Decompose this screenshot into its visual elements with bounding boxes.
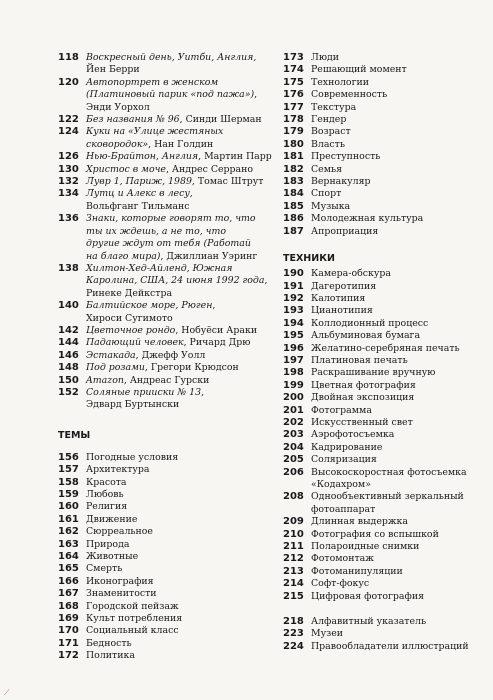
entry-text: Двойная экспозиция — [311, 392, 415, 404]
page-number: 158 — [58, 476, 79, 488]
entry-text: Калотипия — [311, 292, 366, 304]
page-number: 150 — [58, 374, 79, 386]
entry-text: Коллодионный процесс — [311, 317, 429, 329]
page-number: 140 — [58, 300, 79, 312]
technique-entry — [283, 293, 483, 305]
page-number: 120 — [58, 76, 79, 88]
entry-text: Животные — [86, 551, 139, 563]
entry-text: Текстура — [311, 101, 357, 113]
topic-entry — [283, 188, 483, 200]
entry-text — [311, 491, 464, 516]
technique-entry — [283, 467, 483, 492]
section-gap — [283, 603, 483, 616]
artwork-entry — [58, 362, 273, 374]
entry-text: Правообладатели иллюстраций — [311, 640, 469, 652]
topics-continued-list — [283, 52, 483, 238]
artwork-author: , — [189, 188, 193, 200]
topic-entry — [283, 139, 483, 151]
artwork-entry — [58, 300, 273, 325]
topic-entry — [58, 588, 273, 600]
artwork-title: Эстакада — [86, 349, 136, 361]
artwork-title: Лутц и Алекс в лесу — [86, 188, 190, 200]
entry-text: Апроприация — [311, 225, 379, 237]
topics-heading: ТЕМЫ — [58, 429, 91, 441]
page-number: 214 — [283, 578, 304, 590]
technique-entry — [283, 392, 483, 404]
topic-entry — [58, 514, 273, 526]
entry-text: Кадрирование — [311, 441, 383, 453]
artwork-author: Йен Берри — [86, 64, 140, 76]
entry-text — [86, 300, 215, 325]
entry-text — [86, 213, 257, 263]
page-number: 209 — [283, 516, 304, 528]
page-number: 179 — [283, 126, 304, 138]
page-number: 169 — [58, 613, 79, 625]
page-number: 130 — [58, 163, 79, 175]
artwork-title: на благо мира) — [86, 250, 161, 262]
page-number: 187 — [283, 225, 304, 237]
topic-entry — [58, 563, 273, 575]
technique-entry — [283, 268, 483, 280]
entry-text: Политика — [86, 650, 135, 662]
artwork-author: , Нан Голдин — [148, 138, 214, 150]
artwork-title: (Платиновый парик «под пажа») — [86, 89, 255, 101]
technique-entry — [283, 591, 483, 603]
page-number: 170 — [58, 625, 79, 637]
technique-entry — [283, 566, 483, 578]
artwork-author: , Андреас Гурски — [123, 374, 210, 386]
technique-entry — [283, 355, 483, 367]
entry-text — [86, 151, 272, 163]
entry-text: Цветная фотография — [311, 379, 416, 391]
artwork-title: Цветочное рондо — [86, 324, 176, 336]
artwork-author: , — [201, 386, 205, 398]
entry-text: Платиновая печать — [311, 354, 408, 366]
entry-text: Религия — [86, 501, 128, 513]
artwork-title: Под розами — [86, 362, 145, 374]
page-number: 210 — [283, 528, 304, 540]
page-corner-mark: ⟋ — [4, 688, 10, 697]
artwork-entry — [58, 52, 273, 77]
entry-text — [86, 114, 262, 126]
page-number: 204 — [283, 441, 304, 453]
entry-text: Софт-фокус — [311, 578, 370, 590]
artwork-author: , — [254, 89, 258, 101]
entry-text: Раскрашивание вручную — [311, 367, 436, 379]
entry-line: фотоаппарат — [311, 503, 376, 515]
page-number: 152 — [58, 386, 79, 398]
page-number: 180 — [283, 138, 304, 150]
technique-entry — [283, 343, 483, 355]
entry-text: Цианотипия — [311, 305, 373, 317]
entry-text: Технологии — [311, 76, 369, 88]
artwork-title: Без названия № 96 — [86, 114, 180, 126]
artwork-entry — [58, 337, 273, 349]
technique-entry — [283, 491, 483, 516]
entry-text: Музыка — [311, 200, 351, 212]
page-number: 134 — [58, 188, 79, 200]
entry-text: Музеи — [311, 628, 344, 640]
technique-entry — [283, 417, 483, 429]
entry-text — [86, 325, 257, 337]
entry-text: Алфавитный указатель — [311, 616, 427, 628]
entry-line: Однообъективный зеркальный — [311, 491, 464, 503]
entry-text: Соляризация — [311, 454, 377, 466]
entry-text — [86, 362, 239, 374]
page-number: 199 — [283, 379, 304, 391]
artwork-author: , Джефф Уолл — [135, 349, 206, 361]
end-matter-entry — [283, 641, 483, 653]
page-number: 198 — [283, 367, 304, 379]
entry-text: Смерть — [86, 563, 123, 575]
technique-entry — [283, 516, 483, 528]
topic-entry — [283, 226, 483, 238]
artwork-title: Лувр 1, Париж, 1989 — [86, 176, 192, 188]
artwork-title: ты их ждешь, а не то, что — [86, 225, 227, 237]
page-number: 224 — [283, 640, 304, 652]
page-number: 124 — [58, 126, 79, 138]
topic-entry — [58, 576, 273, 588]
artwork-title: Знаки, которые говорят то, что — [86, 213, 256, 225]
technique-entry — [283, 305, 483, 317]
entry-text: Желатино-серебряная печать — [311, 342, 460, 354]
technique-entry — [283, 529, 483, 541]
entry-text: Дагеротипия — [311, 280, 377, 292]
entry-text: Фотомонтаж — [311, 553, 374, 565]
entry-text: Архитектура — [86, 464, 150, 476]
page-number: 196 — [283, 342, 304, 354]
page-number: 144 — [58, 337, 79, 349]
artwork-entry — [58, 77, 273, 114]
topic-entry — [283, 89, 483, 101]
page-number: 192 — [283, 292, 304, 304]
topic-entry — [58, 601, 273, 613]
technique-entry — [283, 281, 483, 293]
page-number: 122 — [58, 114, 79, 126]
entry-text: Преступность — [311, 151, 381, 163]
topic-entry — [58, 501, 273, 513]
page-number: 208 — [283, 491, 304, 503]
page-number: 138 — [58, 262, 79, 274]
artwork-author: Вольфганг Тильманс — [86, 200, 190, 212]
page-number: 168 — [58, 600, 79, 612]
page-number: 203 — [283, 429, 304, 441]
artwork-entry — [58, 151, 273, 163]
entry-text: Фотоманипуляции — [311, 565, 403, 577]
topic-entry — [283, 213, 483, 225]
topic-entry — [58, 650, 273, 662]
artwork-entry — [58, 114, 273, 126]
page-number: 163 — [58, 538, 79, 550]
artwork-author: Энди Уорхол — [86, 101, 150, 113]
page-number: 173 — [283, 52, 304, 63]
page-number: 132 — [58, 176, 79, 188]
page-number: 181 — [283, 151, 304, 163]
entry-text: Знаменитости — [86, 588, 157, 600]
entry-text: Фотограмма — [311, 404, 372, 416]
right-column — [283, 52, 483, 653]
page-number: 126 — [58, 151, 79, 163]
page-number: 205 — [283, 454, 304, 466]
technique-entry — [283, 330, 483, 342]
technique-entry — [283, 367, 483, 379]
entry-text — [86, 176, 263, 188]
artwork-author: , Джиллиан Уэринг — [160, 250, 258, 262]
entry-text: Спорт — [311, 188, 342, 200]
artwork-title: Хилтон-Хед-Айленд, Южная — [86, 262, 233, 274]
artwork-title: Каролина, США, 24 июня 1992 года — [86, 275, 265, 287]
page-number: 165 — [58, 563, 79, 575]
entry-text: Фотография со вспышкой — [311, 528, 439, 540]
artwork-title: Куки на «Улице жестяных — [86, 126, 224, 138]
artwork-entry — [58, 350, 273, 362]
artwork-entry — [58, 213, 273, 263]
entry-text: Любовь — [86, 489, 124, 500]
entry-text — [86, 77, 257, 114]
page-number: 159 — [58, 489, 79, 500]
entry-text: Гендер — [311, 114, 347, 126]
topic-entry — [283, 77, 483, 89]
artwork-author: , — [212, 300, 216, 312]
entry-text — [86, 350, 205, 362]
artwork-title: сковородок» — [86, 138, 149, 150]
topic-entry — [58, 464, 273, 476]
technique-entry — [283, 380, 483, 392]
page-number: 215 — [283, 590, 304, 602]
topic-entry — [283, 64, 483, 76]
entry-text: Цифровая фотография — [311, 590, 424, 602]
topic-entry — [283, 114, 483, 126]
artwork-author: , Ричард Дрю — [183, 337, 251, 349]
page-number: 206 — [283, 466, 304, 478]
page-number: 178 — [283, 114, 304, 126]
page-number: 172 — [58, 650, 79, 662]
entry-text: Решающий момент — [311, 64, 407, 76]
page-number: 218 — [283, 616, 304, 628]
page-number: 162 — [58, 526, 79, 538]
artwork-entry — [58, 387, 273, 412]
technique-entry — [283, 541, 483, 553]
topic-entry — [283, 126, 483, 138]
artwork-title: Автопортрет в женском — [86, 76, 219, 88]
page-number: 160 — [58, 501, 79, 513]
page-number: 182 — [283, 163, 304, 175]
entry-text: Полароидные снимки — [311, 541, 420, 553]
topic-entry — [283, 151, 483, 163]
entry-text — [86, 164, 253, 176]
entry-text — [86, 387, 204, 412]
topic-entry — [58, 526, 273, 538]
entry-text — [86, 263, 267, 300]
entry-text: Вернакуляр — [311, 176, 371, 188]
page-number: 202 — [283, 416, 304, 428]
page-number: 166 — [58, 575, 79, 587]
page-number: 195 — [283, 330, 304, 342]
page-number: 142 — [58, 324, 79, 336]
artwork-title: Нью-Брайтон, Англия — [86, 151, 199, 163]
entry-text: Красота — [86, 476, 127, 488]
technique-entry — [283, 454, 483, 466]
topic-entry — [283, 52, 483, 64]
artwork-author: , Грегори Крюдсон — [144, 362, 239, 374]
entry-text: Власть — [311, 138, 345, 150]
artwork-entry — [58, 164, 273, 176]
page-number: 161 — [58, 513, 79, 525]
page-number: 148 — [58, 362, 79, 374]
entry-text: Искусственный свет — [311, 416, 413, 428]
entry-text: Длинная выдержка — [311, 516, 408, 528]
entry-text: Иконография — [86, 575, 154, 587]
artwork-entry — [58, 325, 273, 337]
page-number: 183 — [283, 176, 304, 188]
page-number: 176 — [283, 89, 304, 101]
entry-text — [86, 126, 223, 151]
entry-text: Семья — [311, 163, 343, 175]
artwork-author: , — [264, 275, 268, 287]
entry-text: Альбуминовая бумага — [311, 330, 421, 342]
entry-text: Культ потребления — [86, 613, 183, 625]
artwork-author: , Синди Шерман — [179, 114, 262, 126]
artwork-title: Amazon — [86, 374, 124, 386]
page-number: 191 — [283, 280, 304, 292]
page-number: 194 — [283, 317, 304, 329]
artwork-author: , Андрес Серрано — [165, 163, 254, 175]
artwork-title: другие ждут от тебя (Работай — [86, 238, 251, 250]
topic-entry — [58, 638, 273, 650]
page-number: 157 — [58, 464, 79, 476]
entry-text — [86, 52, 256, 77]
entry-text: Современность — [311, 89, 388, 101]
entry-line: Высокоскоростная фотосъемка — [311, 466, 467, 478]
topic-entry — [58, 613, 273, 625]
end-matter-list — [283, 616, 483, 653]
artwork-entry — [58, 188, 273, 213]
artwork-author: , Томас Штрут — [191, 176, 264, 188]
page-number: 185 — [283, 200, 304, 212]
page-number: 223 — [283, 628, 304, 640]
page-number: 211 — [283, 541, 304, 553]
entry-text: Движение — [86, 513, 138, 525]
page-number: 167 — [58, 588, 79, 600]
artwork-title: Падающий человек — [86, 337, 184, 349]
page-number: 197 — [283, 354, 304, 366]
artwork-author: Эдвард Буртынски — [86, 399, 180, 411]
page-number: 164 — [58, 551, 79, 563]
artwork-author: , Нобуёси Араки — [175, 324, 258, 336]
page-number: 213 — [283, 565, 304, 577]
page-number: 184 — [283, 188, 304, 200]
artwork-entry — [58, 176, 273, 188]
page-number: 118 — [58, 52, 79, 63]
topic-entry — [58, 551, 273, 563]
page-number: 190 — [283, 268, 304, 280]
artwork-author: , Мартин Парр — [198, 151, 272, 163]
page-number: 212 — [283, 553, 304, 565]
left-column — [58, 52, 273, 663]
technique-entry — [283, 318, 483, 330]
technique-entry — [283, 553, 483, 565]
topic-entry — [58, 489, 273, 501]
page-number: 156 — [58, 451, 79, 463]
technique-entry — [283, 429, 483, 441]
artwork-title: Соляные прииски № 13 — [86, 386, 202, 398]
entry-text: Сюрреальное — [86, 526, 153, 538]
artwork-author: Хироси Сугимото — [86, 312, 173, 324]
entry-text — [86, 337, 250, 349]
topic-entry — [283, 176, 483, 188]
page-number: 201 — [283, 404, 304, 416]
techniques-heading: ТЕХНИКИ — [283, 253, 335, 265]
page-number: 146 — [58, 349, 79, 361]
page-number: 175 — [283, 76, 304, 88]
artwork-author: Ринеке Дейкстра — [86, 287, 173, 299]
entry-line: «Кодахром» — [311, 479, 371, 490]
entry-text: Камера-обскура — [311, 268, 391, 280]
artwork-title: Воскресный день, Уитби, Англия, — [86, 52, 257, 63]
techniques-list — [283, 268, 483, 603]
end-matter-entry — [283, 628, 483, 640]
page-number: 171 — [58, 637, 79, 649]
entry-text: Молодежная культура — [311, 213, 424, 225]
page-number: 186 — [283, 213, 304, 225]
entry-text: Природа — [86, 538, 130, 550]
topic-entry — [58, 477, 273, 489]
artwork-entry — [58, 126, 273, 151]
page-number: 193 — [283, 305, 304, 317]
topic-entry — [58, 452, 273, 464]
technique-entry — [283, 578, 483, 590]
entry-text: Погодные условия — [86, 451, 179, 463]
entry-text — [311, 467, 467, 492]
topic-entry — [58, 625, 273, 637]
entry-text: Городской пейзаж — [86, 600, 179, 612]
topics-list — [58, 452, 273, 663]
artwork-title: Балтийское море, Рюген — [86, 300, 213, 312]
entry-text: Социальный класс — [86, 625, 179, 637]
technique-entry — [283, 442, 483, 454]
page-number: 177 — [283, 101, 304, 113]
end-matter-entry — [283, 616, 483, 628]
artwork-entry — [58, 263, 273, 300]
topic-entry — [58, 539, 273, 551]
entry-text: Возраст — [311, 126, 351, 138]
entry-text: Люди — [311, 52, 340, 63]
page-number: 136 — [58, 213, 79, 225]
page-number: 174 — [283, 64, 304, 76]
topic-entry — [283, 201, 483, 213]
artworks-list — [58, 52, 273, 412]
entry-text — [86, 188, 193, 213]
entry-text — [86, 375, 209, 387]
artwork-title: Христос в моче — [86, 163, 166, 175]
page-number: 200 — [283, 392, 304, 404]
technique-entry — [283, 405, 483, 417]
entry-text: Бедность — [86, 637, 132, 649]
topic-entry — [283, 102, 483, 114]
entry-text: Аэрофотосъемка — [311, 429, 395, 441]
topic-entry — [283, 164, 483, 176]
artwork-entry — [58, 375, 273, 387]
